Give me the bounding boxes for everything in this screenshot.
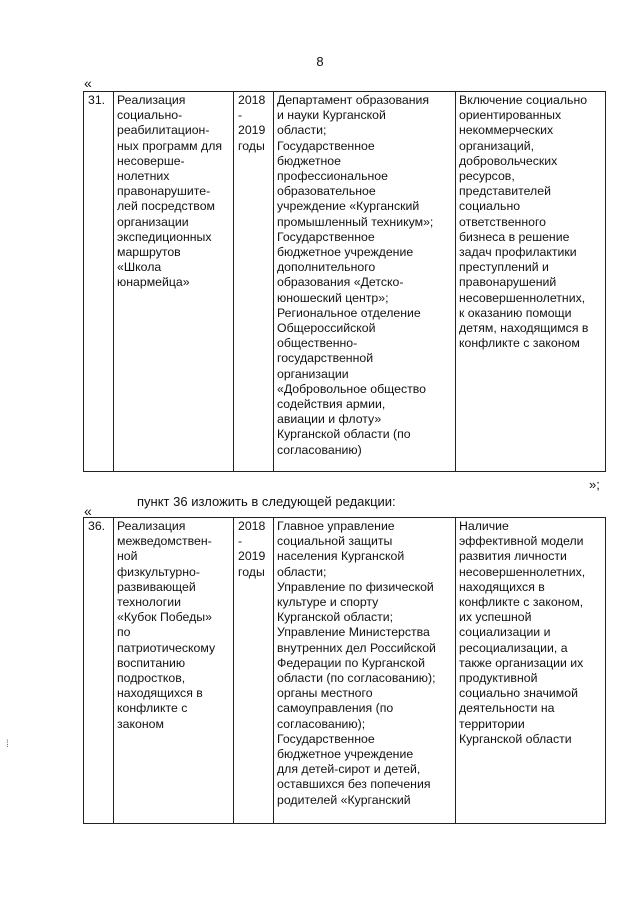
executor-line: «Добровольное общество xyxy=(277,381,427,396)
result-line: преступлений и xyxy=(459,260,549,275)
open-quote-1: « xyxy=(84,75,92,91)
period-line: 2018 xyxy=(238,93,266,107)
measure-name-line: находящихся в xyxy=(117,686,203,701)
result-line: Наличие xyxy=(459,519,509,533)
measure-name-line: «Кубок Победы» xyxy=(117,610,212,625)
executor-line: органы местного xyxy=(277,686,373,701)
close-mark: »; xyxy=(589,477,600,492)
result-line: к оказанию помощи xyxy=(459,305,572,320)
measure-name-line: социально- xyxy=(117,108,183,123)
measure-name-line: воспитанию xyxy=(117,655,186,670)
result-line: социализации и xyxy=(459,625,551,640)
executor-line: Государственное xyxy=(277,138,375,153)
page-number: 8 xyxy=(316,54,324,69)
measure-name-line: Реализация xyxy=(117,519,186,533)
result-line: ресурсов, xyxy=(459,169,515,184)
measure-name-line: Реализация xyxy=(117,93,186,107)
measure-name-line: межведомствен- xyxy=(117,534,212,549)
executor-line: Государственное xyxy=(277,731,375,746)
table-row xyxy=(84,518,606,824)
executor-line: Государственное xyxy=(277,229,375,244)
executor-line: государственной xyxy=(277,351,374,366)
result-line: развития личности xyxy=(459,549,567,564)
period-cell xyxy=(234,518,274,824)
plan-table-item-31 xyxy=(83,91,606,472)
executor-line: профессиональное xyxy=(277,169,388,184)
executor-line: оставшихся без попечения xyxy=(277,777,431,792)
result-line: представителей xyxy=(459,184,551,199)
executor-line: внутренних дел Российской xyxy=(277,640,436,655)
measure-name-line: технологии xyxy=(117,595,181,610)
measure-name-line: законом xyxy=(117,716,164,731)
measure-name-line: ных программ для xyxy=(117,138,223,153)
measure-name-line: физкультурно- xyxy=(117,564,200,579)
result-line: ресоциализации, а xyxy=(459,640,568,655)
executor-line: области; xyxy=(277,564,327,579)
result-line: деятельности на xyxy=(459,701,555,716)
executor-line: области; xyxy=(277,123,327,138)
period-line: 2018 xyxy=(238,519,266,533)
result-line: несовершеннолетних, xyxy=(459,290,586,305)
result-line: также организации их xyxy=(459,655,584,670)
result-line: некоммерческих xyxy=(459,123,554,138)
executor-line: Департамент образования xyxy=(277,93,430,107)
plan-table-item-36 xyxy=(83,517,606,824)
executor-line: и науки Курганской xyxy=(277,108,386,123)
result-line: Курганской области xyxy=(459,731,572,746)
table-row xyxy=(84,92,606,472)
executor-line: культуре и спорту xyxy=(277,595,379,610)
executor-line: Курганской области (по xyxy=(277,427,411,442)
executor-line: согласованию) xyxy=(277,442,362,457)
executor-line: области (по согласованию); xyxy=(277,671,436,686)
expected-result-cell xyxy=(456,518,606,824)
result-line: конфликте с законом, xyxy=(459,595,584,610)
executor-line: бюджетное xyxy=(277,153,341,168)
result-line: детям, находящимся в xyxy=(459,321,589,336)
executor-line: Общероссийской xyxy=(277,321,376,336)
measure-name-line: по xyxy=(117,625,131,640)
executor-line: промышленный техникум»; xyxy=(277,214,434,229)
executor-line: учреждение «Курганский xyxy=(277,199,420,214)
result-line: ориентированных xyxy=(459,108,562,123)
result-line: находящихся в xyxy=(459,579,545,594)
period-line: 2019 xyxy=(238,123,266,138)
period-line: годы xyxy=(238,564,265,579)
executor-line: Главное управление xyxy=(277,519,395,533)
expected-result-cell xyxy=(456,92,606,472)
measure-name-line: конфликте с xyxy=(117,701,188,716)
executor-line: Федерации по Курганской xyxy=(277,655,425,670)
measure-name-line: правонарушите- xyxy=(117,184,211,199)
measure-name-line: развивающей xyxy=(117,579,196,594)
instruction-text: пункт 36 изложить в следующей редакции: xyxy=(137,494,396,509)
measure-name-line: нолетних xyxy=(117,169,170,184)
measure-name-line: организации xyxy=(117,214,189,229)
period-line: годы xyxy=(238,138,265,153)
period-cell xyxy=(234,92,274,472)
executor-line: самоуправления (по xyxy=(277,701,394,716)
result-line: их успешной xyxy=(459,610,532,625)
period-line: - xyxy=(238,108,243,123)
executor-line: общественно- xyxy=(277,336,358,351)
row-number: 31. xyxy=(84,92,114,472)
measure-name-line: реабилитацион- xyxy=(117,123,210,138)
executor-line: населения Курганской xyxy=(277,549,405,564)
result-line: продуктивной xyxy=(459,671,538,686)
result-line: территории xyxy=(459,716,525,731)
result-line: конфликте с законом xyxy=(459,336,580,351)
executor-line: дополнительного xyxy=(277,260,376,275)
measure-name-line: несоверше- xyxy=(117,153,185,168)
executors-cell xyxy=(274,92,456,472)
result-line: организаций, xyxy=(459,138,535,153)
executor-line: организации xyxy=(277,366,349,381)
row-number: 36. xyxy=(84,518,114,824)
executor-line: авиации и флоту» xyxy=(277,412,382,427)
measure-name-line: лей посредством xyxy=(117,199,215,214)
measure-name-line: юнармейца» xyxy=(117,275,190,290)
result-line: социально значимой xyxy=(459,686,578,701)
executor-line: согласованию); xyxy=(277,716,366,731)
executor-line: бюджетное учреждение xyxy=(277,747,414,762)
measure-name-line: «Школа xyxy=(117,260,162,275)
measure-name-line: патриотическому xyxy=(117,640,216,655)
executor-line: Курганской области; xyxy=(277,610,394,625)
measure-name-cell xyxy=(114,92,234,472)
executor-line: содействия армии, xyxy=(277,397,386,412)
period-line: - xyxy=(238,534,243,549)
period-line: 2019 xyxy=(238,549,266,564)
margin-mark: ⁞ xyxy=(6,739,9,750)
executor-line: юношеский центр»; xyxy=(277,290,389,305)
executor-line: Управление по физической xyxy=(277,579,434,594)
result-line: несовершеннолетних, xyxy=(459,564,586,579)
executors-cell xyxy=(274,518,456,824)
measure-name-line: подростков, xyxy=(117,671,186,686)
result-line: задач профилактики xyxy=(459,245,577,260)
result-line: эффективной модели xyxy=(459,534,584,549)
measure-name-line: маршрутов xyxy=(117,245,181,260)
executor-line: Управление Министерства xyxy=(277,625,430,640)
open-quote-2: « xyxy=(84,503,92,519)
result-line: добровольческих xyxy=(459,153,558,168)
result-line: ответственного xyxy=(459,214,547,229)
result-line: Включение социально xyxy=(459,93,588,107)
executor-line: для детей-сирот и детей, xyxy=(277,762,421,777)
executor-line: родителей «Курганский xyxy=(277,792,411,807)
executor-line: образования «Детско- xyxy=(277,275,404,290)
measure-name-cell xyxy=(114,518,234,824)
executor-line: образовательное xyxy=(277,184,376,199)
result-line: бизнеса в решение xyxy=(459,229,570,244)
executor-line: Региональное отделение xyxy=(277,305,421,320)
result-line: социально xyxy=(459,199,521,214)
measure-name-line: экспедиционных xyxy=(117,229,212,244)
result-line: правонарушений xyxy=(459,275,557,290)
executor-line: социальной защиты xyxy=(277,534,393,549)
executor-line: бюджетное учреждение xyxy=(277,245,414,260)
measure-name-line: ной xyxy=(117,549,138,564)
